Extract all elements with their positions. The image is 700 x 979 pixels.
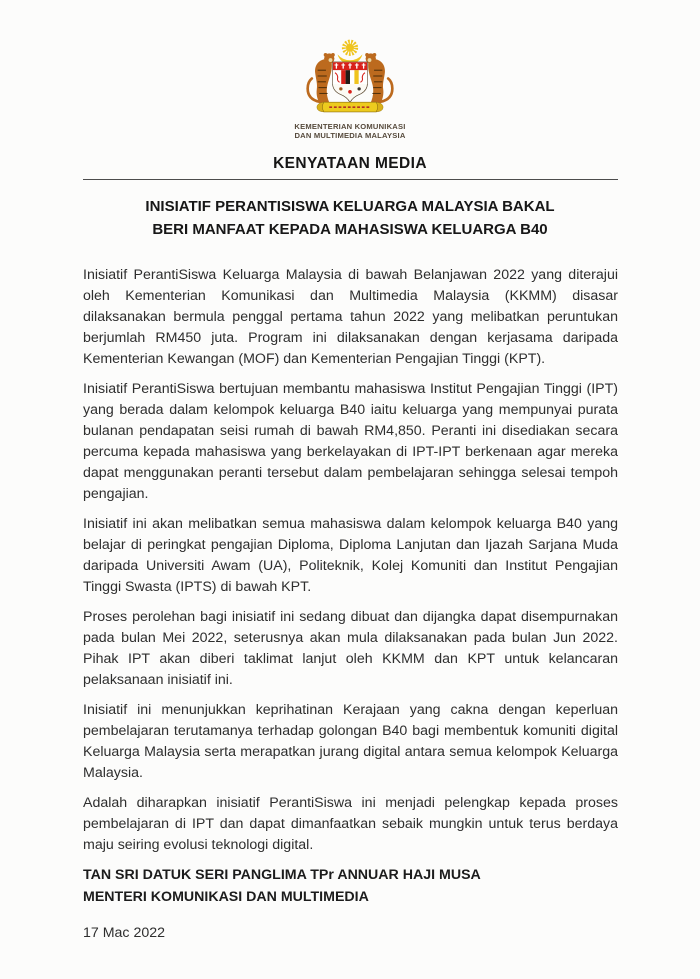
- ministry-name-line1: KEMENTERIAN KOMUNIKASI: [294, 122, 406, 131]
- paragraph-3: Inisiatif ini akan melibatkan semua mahasiswa dalam kelompok keluarga B40 yang belajar di peringkat pengajian Diploma, Diploma Lanjutan dan Ijazah Sarjana Muda daripada Universiti Awam (UA), Politeknik, Kolej Komuniti dan Institut Pengajian Tinggi Swasta (IPTS) di bawah KPT.: [83, 516, 618, 595]
- motto-scroll-icon: [317, 102, 383, 112]
- shield: [333, 62, 368, 103]
- press-release-title: [0, 195, 700, 241]
- document-type-heading: KENYATAAN MEDIA: [273, 155, 427, 173]
- paragraph-4: Proses perolehan bagi inisiatif ini sedang dibuat dan dijangka dapat disempurnakan pada bulan Mei 2022, seterusnya akan mula dilaksanakan pada bulan Jun 2022. Pihak IPT akan diberi taklimat lanjut oleh KKMM dan KPT untuk kelancaran pelaksanaan inisiatif ini.: [83, 609, 618, 688]
- malaysia-coat-of-arms-icon: [296, 37, 404, 120]
- tiger-right-icon: [365, 53, 392, 104]
- signatory-position: MENTERI KOMUNIKASI DAN MULTIMEDIA: [83, 888, 369, 905]
- signature-block: [83, 865, 618, 909]
- ministry-name-line2: DAN MULTIMEDIA MALAYSIA: [294, 131, 406, 141]
- release-date: 17 Mac 2022: [83, 924, 166, 941]
- paragraph-2: Inisiatif PerantiSiswa bertujuan membantu mahasiswa Institut Pengajian Tinggi (IPT) yang berada dalam kelompok keluarga B40 iaitu keluarga yang mempunyai purata bulanan pendapatan seisi rumah di bawah RM4,850. Peranti ini disediakan secara percuma kepada mahasiswa yang berkelayakan di IPT-IPT berkenaan agar mereka dapat menggunakan peranti tersebut dalam pembelajaran sehingga selesai tempoh pengajian.: [83, 381, 618, 502]
- title-line2: BERI MANFAAT KEPADA MAHASISWA KELUARGA B40: [152, 221, 548, 238]
- federal-star-icon: [344, 42, 356, 54]
- paragraph-6: Adalah diharapkan inisiatif PerantiSiswa ini menjadi pelengkap kepada proses pembelajaran di IPT dan dapat dimanfaatkan sebaik mungkin untuk terus berdaya maju seiring evolusi teknologi digital.: [83, 795, 618, 853]
- header-divider: [83, 179, 618, 180]
- press-release-body: [83, 265, 618, 944]
- signatory-name: TAN SRI DATUK SERI PANGLIMA TPr ANNUAR HAJI MUSA: [83, 867, 481, 883]
- ministry-name: [0, 122, 700, 140]
- title-line1: INISIATIF PERANTISISWA KELUARGA MALAYSIA BAKAL: [145, 198, 555, 215]
- paragraph-1: Inisiatif PerantiSiswa Keluarga Malaysia di bawah Belanjawan 2022 yang diterajui oleh Kementerian Komunikasi dan Multimedia Malaysia (KKMM) disasar dilaksanakan bermula penggal pertama tahun 2022 yang melibatkan peruntukan berjumlah RM450 juta. Program ini dilaksanakan dengan kerjasama daripada Kementerian Kewangan (MOF) dan Kementerian Pengajian Tinggi (KPT).: [83, 267, 618, 367]
- tiger-left-icon: [308, 53, 335, 104]
- paragraph-5: Inisiatif ini menunjukkan keprihatinan Kerajaan yang cakna dengan keperluan pembelajaran terutamanya terhadap golongan B40 bagi membentuk komuniti digital Keluarga Malaysia serta merapatkan jurang digital antara semua kelompok Keluarga Malaysia.: [83, 702, 618, 781]
- letterhead: [0, 37, 700, 173]
